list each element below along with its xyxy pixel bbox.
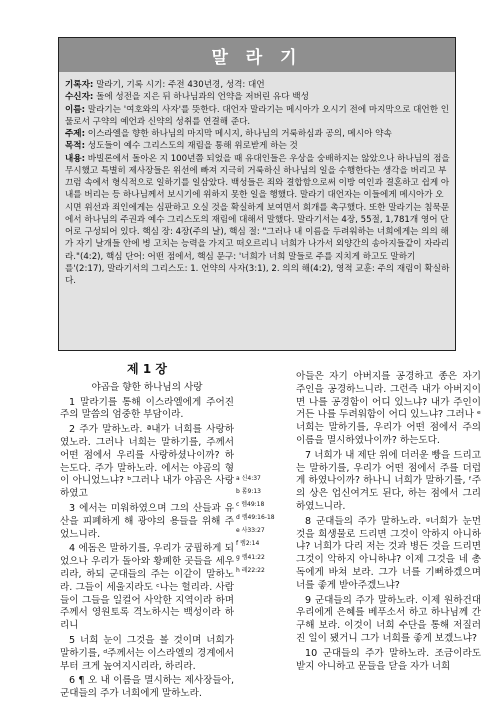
cross-reference: h 레22:22 <box>236 566 265 574</box>
verse-paragraph: 아들은 자기 아버지를 공경하고 종은 자기 주인을 공경하느니라. 그런즉 내가 아버지이면 나를 공경함이 어디 있느냐? 내가 주인이거든 나를 두려워함이 어디 있느냐? 그러나 ᵉ너희는 말하기를, 우리가 어떤 점에서 주의 이름을 멸시하였나이까? 하는도다. <box>296 371 481 446</box>
book-title-band <box>59 38 455 72</box>
introduction-text <box>65 79 450 287</box>
cross-reference-column <box>236 472 286 577</box>
intro-author: 기록자: 말라기, 기록 시기: 주전 430년경, 성격: 대언 <box>65 80 265 90</box>
intro-name: 이름: 말라기는 '여호와의 사자'를 뜻한다. 대언자 말라기는 메시아가 오시기 전에 마지막으로 대언한 인물로서 구약의 예언과 신약의 성취를 연결해 준다. <box>65 104 450 127</box>
cross-reference: c 렘49:18 <box>236 501 265 509</box>
right-text-column <box>296 371 481 675</box>
verse-paragraph: 7 너희가 내 제단 위에 더러운 빵을 드리고는 말하기를, 우리가 어떤 점에서 주를 더럽게 하였나이까? 하나니 너희가 말하기를, ᶠ주의 상은 업신여겨도 된다, 하는 점에서 그리하였느니라. <box>296 449 481 512</box>
intro-recipients: 수신자: 돌에 성전을 지은 뒤 하나님과의 언약을 저버린 유다 백성 <box>65 92 309 103</box>
cross-reference: f 렘2:14 <box>236 540 260 548</box>
verse-paragraph: 3 에서는 미워하였으며 그의 산들과 유산을 피폐하게 해 광야의 용들을 위해 주었느니라. <box>60 502 234 540</box>
verse-paragraph: 2 주가 말하노라. ª내가 너희를 사랑하였노라. 그러나 너희는 말하기를, 주께서 어떤 점에서 우리를 사랑하셨나이까? 하는도다. 주가 말하노라. 에서는 야곱의 형이 아니었느냐? ᵇ그러나 내가 야곱은 사랑하였고 <box>60 424 234 500</box>
left-text-column <box>60 363 234 703</box>
verse-paragraph: 9 군대들의 주가 말하노라. 이제 원하건대 우리에게 은혜를 베푸소서 하고 하나님께 간구해 보라. 이것이 너희 수단을 통해 저질러진 일이 됐거니 그가 너희를 좋게 보겠느냐? <box>296 594 481 644</box>
cross-reference: g 렘41:22 <box>236 553 265 561</box>
verse-paragraph: 10 군대들의 주가 말하노라. 조금이라도 받지 아니하고 문들을 닫을 자가 너희 <box>296 647 481 672</box>
intro-purpose: 목적: 성도들이 예수 그리스도의 재림을 통해 위로받게 하는 것 <box>65 141 298 152</box>
verse-paragraph: 4 에돔은 말하기를, 우리가 궁핍하게 되었으나 우리가 돌아와 황폐한 곳들을 세우리라, 하되 군대들의 주는 이같이 말하노라. 그들이 세울지라도 ᶜ나는 헐리라. 사람들이 그들을 일컬어 사악한 지역이라 하며 주께서 영원토록 격노하시는 백성이라 하리니 <box>60 543 234 632</box>
verse-paragraph: 6 ¶ 오 내 이름을 멸시하는 제사장들아, 군대들의 주가 너희에게 말하노라. <box>60 675 234 700</box>
cross-reference: e 사33:27 <box>236 527 265 535</box>
cross-reference: b 롬9:13 <box>236 488 261 496</box>
verse-paragraph: 5 너희 눈이 그것을 볼 것이며 너희가 말하기를, ᵈ주께서는 이스라엘의 경계에서부터 크게 높여지시리라, 하리라. <box>60 634 234 672</box>
section-heading: 야곱을 향한 하나님의 사랑 <box>91 381 203 393</box>
verse-paragraph: 1 말라기를 통해 이스라엘에게 주어진 주의 말씀의 엄중한 부담이라. <box>60 396 234 421</box>
verse-paragraph: 8 군대들의 주가 말하노라. ᵍ너희가 눈먼 것을 희생물로 드리면 그것이 악하지 아니하냐? 너희가 다리 저는 것과 병든 것을 드리면 그것이 악하지 아니하냐? 이제 그것을 네 총독에게 바쳐 보라. 그가 너를 기뻐하겠으며 너를 좋게 받아주겠느냐? <box>296 515 481 591</box>
book-title: 말 라 기 <box>211 47 303 68</box>
cross-reference: a 신4:37 <box>236 475 261 482</box>
intro-theme: 주제: 이스라엘을 향한 하나님의 마지막 메시지, 하나님의 거룩하심과 공의, 메시아 약속 <box>65 129 392 139</box>
chapter-heading: 제 1 장 <box>127 362 167 376</box>
book-introduction-box <box>58 37 456 351</box>
intro-content: 내용: 바빌론에서 돌아온 지 100년쯤 되었을 때 유대인들은 우상을 숭배하지는 않았으나 하나님의 점을 무시했고 특별히 제사장들은 위선에 빠져 지극히 거룩하신 하나님의 일을 수행한다는 생각을 버리고 부끄럼 속에서 형식적으로 일하기를 일삼았다. 백성들은 죄와 결합함으로써 이방 여인과 결혼하고 쉽게 아내를 버리는 등 하나님께서 보시기에 위하지 못한 일을 행했다. 말라기 대언자는 이들에게 메시아가 오시면 위선과 죄인에게는 심판하고 오실 것을 확실하게 보여면서 회개를 촉구했다. 또한 말라기는 침묵문에서 하나님의 주권과 예수 그리스도의 재림에 대해서 말했다. 말라기서는 4장, 55절, 1,781개 영어 단어로 구성되어 있다. 핵심 장: 4장(주의 날), 핵심 절: "그러나 내 이름을 두려워하는 너희에게는 의의 해가 자기 날개들 안에 병 고치는 능력을 가지고 떠오르리니 너희가 나가서 외양간의 송아지들같이 자라리라."(4:2), 핵심 단어: 어떤 점에서, 핵심 문구: '너희가 너희 말들로 주를 지치게 하고도 말하기를'(2:17), 말라기서의 그리스도: 1. 언약의 사자(3:1), 2. 의의 해(4:2), 영적 교훈: 주의 재림이 확실하다. <box>65 153 450 286</box>
cross-reference: d 렘49:16-18 <box>236 514 275 522</box>
